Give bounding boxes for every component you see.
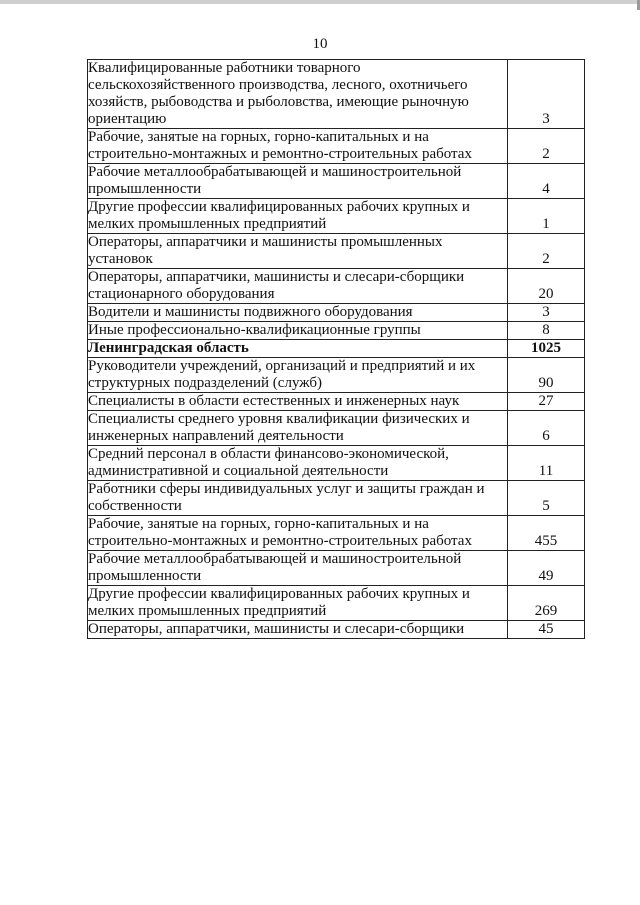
table-row: [88, 269, 585, 304]
table-row: [88, 446, 585, 481]
table-row: [88, 340, 585, 358]
row-value: 20: [508, 269, 585, 304]
row-label: Рабочие металлообрабатывающей и машиностроительной промышленности: [88, 551, 508, 586]
statistics-table: [87, 59, 585, 639]
row-value: 269: [508, 586, 585, 621]
row-label: Специалисты среднего уровня квалификации физических и инженерных направлений деятельности: [88, 411, 508, 446]
row-value: 49: [508, 551, 585, 586]
row-value: 2: [508, 234, 585, 269]
table-row: [88, 322, 585, 340]
row-value: 11: [508, 446, 585, 481]
row-value: 1: [508, 199, 585, 234]
row-label: Иные профессионально-квалификационные группы: [88, 322, 508, 340]
row-value: 2: [508, 129, 585, 164]
row-value: 5: [508, 481, 585, 516]
page-number: 10: [312, 36, 328, 52]
row-label: Средний персонал в области финансово-экономической, административной и социальной деятельности: [88, 446, 508, 481]
table-row: [88, 234, 585, 269]
row-label: Ленинградская область: [88, 340, 508, 358]
row-label: Операторы, аппаратчики, машинисты и слесари-сборщики стационарного оборудования: [88, 269, 508, 304]
row-label: Рабочие, занятые на горных, горно-капитальных и на строительно-монтажных и ремонтно-строительных работах: [88, 516, 508, 551]
table-row: [88, 393, 585, 411]
table-row: [88, 411, 585, 446]
row-label: Рабочие металлообрабатывающей и машиностроительной промышленности: [88, 164, 508, 199]
row-label: Специалисты в области естественных и инженерных наук: [88, 393, 508, 411]
row-value: 4: [508, 164, 585, 199]
table-row: [88, 129, 585, 164]
row-value: 6: [508, 411, 585, 446]
table-row: [88, 358, 585, 393]
row-label: Работники сферы индивидуальных услуг и защиты граждан и собственности: [88, 481, 508, 516]
row-value: 3: [508, 60, 585, 129]
table-row: [88, 164, 585, 199]
table-row: [88, 60, 585, 129]
table-body: [88, 60, 585, 639]
row-label: Квалифицированные работники товарного сельскохозяйственного производства, лесного, охотничьего хозяйств, рыбоводства и рыболовства, имеющие рыночную ориентацию: [88, 60, 508, 129]
row-label: Операторы, аппаратчики и машинисты промышленных установок: [88, 234, 508, 269]
page-top-border: [0, 0, 640, 4]
table-row: [88, 199, 585, 234]
row-value: 8: [508, 322, 585, 340]
row-label: Руководители учреждений, организаций и предприятий и их структурных подразделений (служб): [88, 358, 508, 393]
table-row: [88, 586, 585, 621]
table-row: [88, 481, 585, 516]
row-value: 90: [508, 358, 585, 393]
row-value: 1025: [508, 340, 585, 358]
row-value: 455: [508, 516, 585, 551]
row-value: 45: [508, 621, 585, 639]
row-value: 27: [508, 393, 585, 411]
row-label: Рабочие, занятые на горных, горно-капитальных и на строительно-монтажных и ремонтно-строительных работах: [88, 129, 508, 164]
row-label: Другие профессии квалифицированных рабочих крупных и мелких промышленных предприятий: [88, 199, 508, 234]
table-row: [88, 516, 585, 551]
table-row: [88, 304, 585, 322]
row-value: 3: [508, 304, 585, 322]
table-row: [88, 621, 585, 639]
row-label: Другие профессии квалифицированных рабочих крупных и мелких промышленных предприятий: [88, 586, 508, 621]
table-row: [88, 551, 585, 586]
row-label: Водители и машинисты подвижного оборудования: [88, 304, 508, 322]
row-label: Операторы, аппаратчики, машинисты и слесари-сборщики: [88, 621, 508, 639]
